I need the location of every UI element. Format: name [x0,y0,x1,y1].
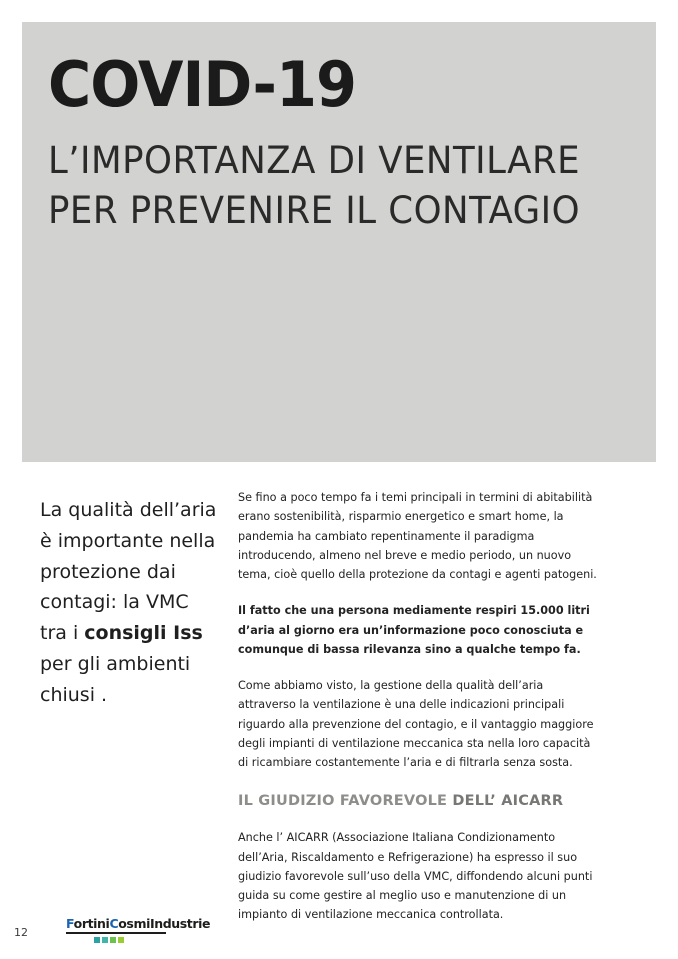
section-subheading [238,789,600,814]
hero-subtitle-line-2: PER PREVENIRE IL CONTAGIO [48,188,581,232]
lead-paragraph [40,495,220,710]
brand-logo-dot-4 [118,937,124,943]
brand-logo-industrie: Industrie [149,916,211,931]
hero-content [48,48,636,236]
body-paragraph-1: Se fino a poco tempo fa i temi principali in termini di abitabilità erano sostenibilità, risparmio energetico e smart home, la pandemia ha cambiato repentinamente il paradigma introducendo, almeno nel breve e medio periodo, un nuovo tema, cioè quello della protezione da contagi e agenti patogeni. [238,491,597,582]
hero-subtitle [48,136,612,236]
brand-logo-osmi: osmi [118,916,150,931]
body-paragraph-4: Anche l’ AICARR (Associazione Italiana Condizionamento dell’Aria, Riscaldamento e Refrigerazione) ha espresso il suo giudizio favorevole sull’uso della VMC, diffondendo alcuni punti guida su come gestire al meglio uso e manutenzione di un impianto di ventilazione meccanica controllata. [238,831,593,922]
hero-subtitle-line-1: L’IMPORTANZA DI VENTILARE [48,139,581,182]
lead-highlight: consigli Iss [84,622,203,645]
brand-logo-dots-icon [94,937,170,943]
page-footer [0,903,678,959]
section-subheading-primary: IL GIUDIZIO FAVOREVOLE [238,793,448,810]
lead-text-after: per gli ambienti chiusi . [40,652,191,706]
brand-logo-wordmark [66,916,211,931]
brand-logo-rule [66,932,166,934]
brand-logo-c: C [109,916,119,931]
page-title: COVID-19 [48,48,357,121]
body-paragraph-3: Come abbiamo visto, la gestione della qualità dell’aria attraverso la ventilazione è una delle indicazioni principali riguardo alla prevenzione del contagio, e il vantaggio maggiore degli impianti di ventilazione meccanica sta nella loro capacità di ricambiare costantemente l’aria e di filtrarla senza sosta. [238,679,594,770]
brand-logo [66,916,211,947]
brand-logo-dot-1 [94,937,100,943]
lead-text-before: La qualità dell’aria è importante nella protezione dai contagi: la VMC tra i [40,499,217,645]
brand-logo-ortini: ortini [73,916,110,931]
hero-banner [22,22,656,462]
brand-logo-dot-3 [110,937,116,943]
page-number: 12 [14,926,28,939]
brand-logo-dot-2 [102,937,108,943]
section-subheading-secondary: DELL’ AICARR [447,793,564,810]
article-body [238,488,600,942]
brand-logo-f: F [66,916,74,931]
body-paragraph-2: Il fatto che una persona mediamente respiri 15.000 litri d’aria al giorno era un’informazione poco conosciuta e comunque di bassa rilevanza sino a qualche tempo fa. [238,604,590,656]
